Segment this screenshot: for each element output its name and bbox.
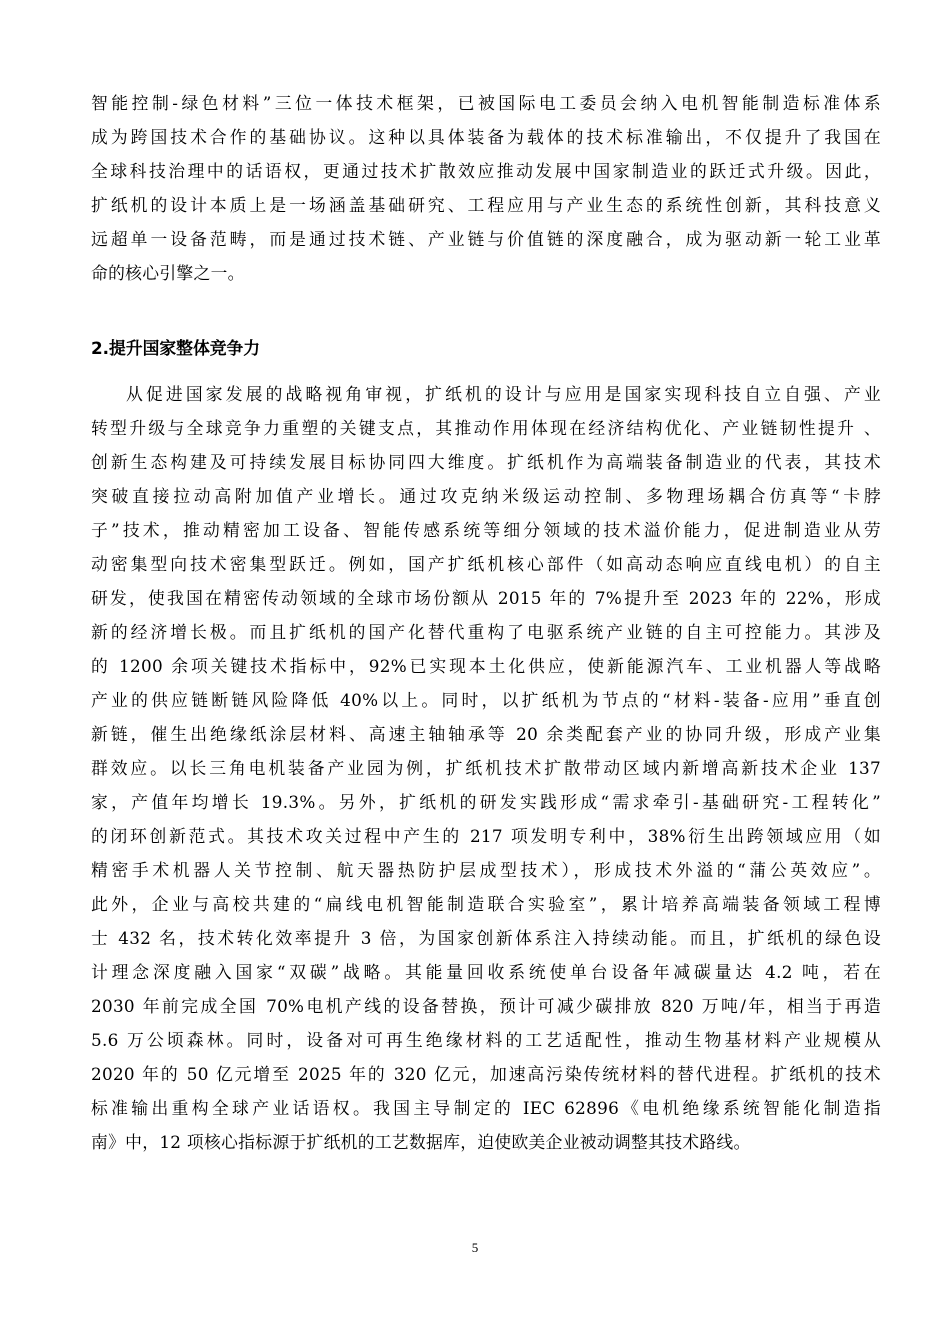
paragraph-line: 2030 年前完成全国 70%电机产线的设备替换，预计可减少碳排放 820 万吨/年，相当于再造 (91, 996, 881, 1016)
paragraph-line: 命的核心引擎之一。 (91, 263, 245, 283)
paragraph-line: 新的经济增长极。而且扩纸机的国产化替代重构了电驱系统产业链的自主可控能力。其涉及 (91, 622, 881, 642)
paragraph-line: 家，产值年均增长 19.3%。另外，扩纸机的研发实践形成“需求牵引-基础研究-工程转化” (91, 792, 881, 812)
paragraph-line: 标准输出重构全球产业话语权。我国主导制定的 IEC 62896《电机绝缘系统智能化制造指 (91, 1098, 881, 1118)
paragraph-line: 5.6 万公顷森林。同时，设备对可再生绝缘材料的工艺适配性，推动生物基材料产业规模从 (91, 1030, 881, 1050)
paragraph-line: 精密手术机器人关节控制、航天器热防护层成型技术），形成技术外溢的“蒲公英效应”。 (91, 860, 881, 880)
page-number: 5 (471, 1240, 479, 1255)
paragraph-line: 的闭环创新范式。其技术攻关过程中产生的 217 项发明专利中，38%衍生出跨领域应用（如 (91, 826, 881, 846)
paragraph-line: 远超单一设备范畴，而是通过技术链、产业链与价值链的深度融合，成为驱动新一轮工业革 (91, 229, 881, 249)
paragraph-line: 子”技术，推动精密加工设备、智能传感系统等细分领域的技术溢价能力，促进制造业从劳 (91, 520, 881, 540)
section-heading: 2.提升国家整体竞争力 (91, 338, 261, 358)
paragraph-line: 全球科技治理中的话语权，更通过技术扩散效应推动发展中国家制造业的跃迁式升级。因此， (91, 161, 881, 181)
paragraph-line: 士 432 名，技术转化效率提升 3 倍，为国家创新体系注入持续动能。而且，扩纸机的绿色设 (91, 928, 881, 948)
paragraph-line: 新链，催生出绝缘纸涂层材料、高速主轴轴承等 20 余类配套产业的协同升级，形成产业集 (91, 724, 881, 744)
paragraph-line: 动密集型向技术密集型跃迁。例如，国产扩纸机核心部件（如高动态响应直线电机）的自主 (91, 554, 881, 574)
paragraph-line: 创新生态构建及可持续发展目标协同四大维度。扩纸机作为高端装备制造业的代表，其技术 (91, 452, 881, 472)
paragraph-line: 智能控制-绿色材料”三位一体技术框架，已被国际电工委员会纳入电机智能制造标准体系 (91, 93, 881, 113)
paragraph-line: 的 1200 余项关键技术指标中，92%已实现本土化供应，使新能源汽车、工业机器人等战略 (91, 656, 881, 676)
paragraph-line: 产业的供应链断链风险降低 40%以上。同时，以扩纸机为节点的“材料-装备-应用”垂直创 (91, 690, 881, 710)
paragraph-line: 突破直接拉动高附加值产业增长。通过攻克纳米级运动控制、多物理场耦合仿真等“卡脖 (91, 486, 881, 506)
paragraph-line: 此外，企业与高校共建的“扁线电机智能制造联合实验室”，累计培养高端装备领域工程博 (91, 894, 881, 914)
paragraph-line: 群效应。以长三角电机装备产业园为例，扩纸机技术扩散带动区域内新增高新技术企业 137 (91, 758, 881, 778)
paragraph-line: 扩纸机的设计本质上是一场涵盖基础研究、工程应用与产业生态的系统性创新，其科技意义 (91, 195, 881, 215)
paragraph-line: 南》中，12 项核心指标源于扩纸机的工艺数据库，迫使欧美企业被动调整其技术路线。 (91, 1132, 751, 1152)
paragraph-line: 研发，使我国在精密传动领域的全球市场份额从 2015 年的 7%提升至 2023 年的 22%，形成 (91, 588, 881, 608)
paragraph-line: 从促进国家发展的战略视角审视，扩纸机的设计与应用是国家实现科技自立自强、产业 (126, 384, 881, 404)
paragraph-line: 2020 年的 50 亿元增至 2025 年的 320 亿元，加速高污染传统材料的替代进程。扩纸机的技术 (91, 1064, 881, 1084)
paragraph-line: 转型升级与全球竞争力重塑的关键支点，其推动作用体现在经济结构优化、产业链韧性提升 、 (91, 418, 881, 438)
paragraph-line: 计理念深度融入国家“双碳”战略。其能量回收系统使单台设备年减碳量达 4.2 吨，若在 (91, 962, 881, 982)
paragraph-line: 成为跨国技术合作的基础协议。这种以具体装备为载体的技术标准输出，不仅提升了我国在 (91, 127, 881, 147)
